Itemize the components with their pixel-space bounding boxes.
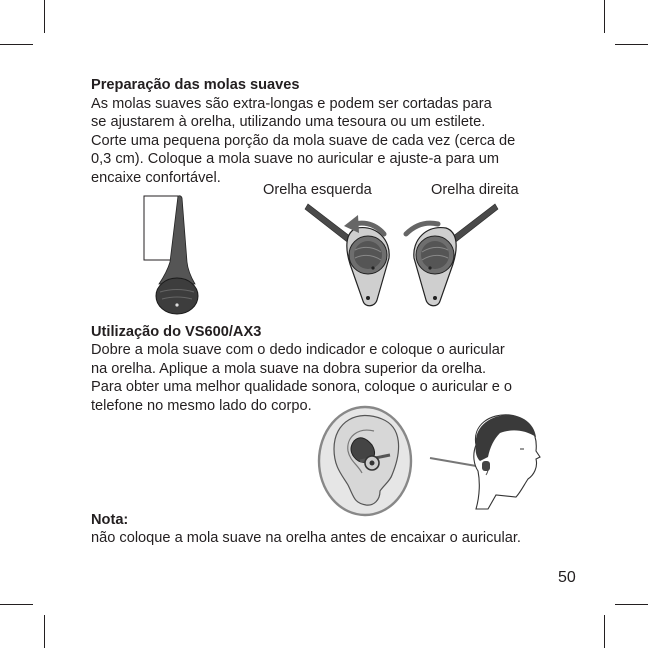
paragraph-line: Corte uma pequena porção da mola suave de cada vez (cerca de	[91, 133, 516, 149]
rotate-arrows-icon	[340, 212, 460, 242]
note-text: não coloque a mola suave na orelha antes de encaixar o auricular.	[91, 530, 521, 546]
paragraph-line: encaixe confortável.	[91, 170, 221, 186]
crop-mark	[44, 0, 45, 33]
paragraph-line: 0,3 cm). Coloque a mola suave no auricular e ajuste-a para um	[91, 151, 500, 167]
paragraph-line: telefone no mesmo lado do corpo.	[91, 398, 312, 414]
crop-mark	[615, 604, 648, 605]
paragraph-line: As molas suaves são extra-longas e podem ser cortadas para	[91, 96, 492, 112]
eartip-trim-illustration	[140, 192, 210, 317]
section-heading-usage: Utilização do VS600/AX3	[91, 324, 262, 340]
note-heading: Nota:	[91, 512, 129, 528]
label-left-ear: Orelha esquerda	[263, 182, 372, 198]
crop-mark	[0, 44, 33, 45]
ear-and-head-illustration	[310, 405, 540, 517]
eartip-ball	[156, 278, 198, 314]
rotate-arrow-right-icon	[406, 223, 438, 234]
paragraph-line: Para obter uma melhor qualidade sonora, coloque o auricular e o	[91, 379, 513, 395]
page-number: 50	[558, 569, 576, 586]
soft-spring-stem	[159, 196, 195, 284]
crop-mark	[615, 44, 648, 45]
crop-mark	[604, 0, 605, 33]
crop-mark	[44, 615, 45, 648]
crop-mark	[0, 604, 33, 605]
crop-mark	[604, 615, 605, 648]
label-right-ear: Orelha direita	[431, 182, 519, 198]
section-heading-preparation: Preparação das molas suaves	[91, 77, 300, 93]
paragraph-line: Dobre a mola suave com o dedo indicador e coloque o auricular	[91, 342, 505, 358]
paragraph-line: se ajustarem à orelha, utilizando uma tesoura ou um estilete.	[91, 114, 486, 130]
paragraph-line: na orelha. Aplique a mola suave na dobra superior da orelha.	[91, 361, 487, 377]
